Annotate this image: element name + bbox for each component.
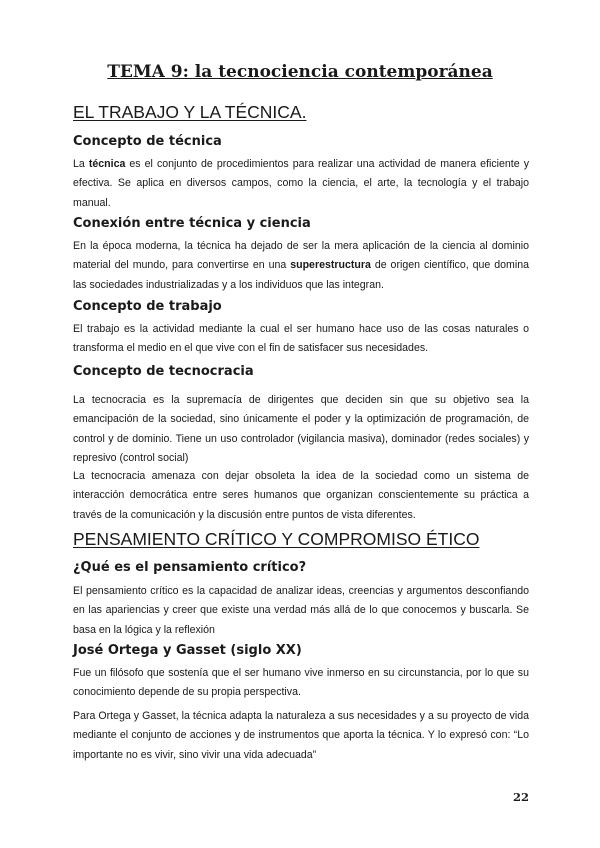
section-heading-trabajo-tecnica: EL TRABAJO Y LA TÉCNICA. — [73, 102, 307, 122]
paragraph-ortega-1: Fue un filósofo que sostenía que el ser humano vive inmerso en su circunstancia, por lo que su conocimiento depende de su propia perspectiva. — [73, 667, 529, 699]
page-number: 22 — [513, 790, 530, 804]
paragraph-concepto-tecnica: La técnica es el conjunto de procedimientos para realizar una actividad de manera eficiente y efectiva. Se aplica en diversos campos, como la ciencia, el arte, la tecnología y el trabajo manual. — [73, 158, 529, 209]
subheading-pensamiento-critico: ¿Qué es el pensamiento crítico? — [73, 560, 307, 575]
paragraph-ortega-2: Para Ortega y Gasset, la técnica adapta la naturaleza a sus necesidades y a su proyecto de vida mediante el conjunto de acciones y de instrumentos que aporta la técnica. Y lo expresó con: “Lo importante no es vivir, sino vivir una vida adecuada” — [73, 710, 529, 761]
subheading-concepto-trabajo: Concepto de trabajo — [73, 299, 222, 314]
paragraph-conexion: En la época moderna, la técnica ha dejado de ser la mera aplicación de la ciencia al dominio material del mundo, para convertirse en una superestructura de origen científico, que domina las sociedades industrializadas y a los individuos que las integran. — [73, 240, 529, 291]
paragraph-pensamiento-critico: El pensamiento crítico es la capacidad de analizar ideas, creencias y argumentos desconfiando en las apariencias y creer que existe una verdad más allá de lo que conocemos y buscarla. Se basa en la lógica y la reflexión — [73, 585, 529, 636]
document-title: TEMA 9: la tecnociencia contemporánea — [107, 62, 493, 82]
section-heading-pensamiento-critico: PENSAMIENTO CRÍTICO Y COMPROMISO ÉTICO — [73, 529, 480, 549]
subheading-concepto-tecnocracia: Concepto de tecnocracia — [73, 364, 254, 379]
paragraph-concepto-trabajo: El trabajo es la actividad mediante la cual el ser humano hace uso de las cosas naturales o transforma el medio en el que vive con el fin de satisfacer sus necesidades. — [73, 323, 529, 355]
subheading-conexion-tecnica-ciencia: Conexión entre técnica y ciencia — [73, 216, 311, 231]
subheading-ortega-gasset: José Ortega y Gasset (siglo XX) — [73, 643, 302, 658]
subheading-concepto-tecnica: Concepto de técnica — [73, 134, 222, 149]
paragraph-tecnocracia-2: La tecnocracia amenaza con dejar obsoleta la idea de la sociedad como un sistema de interacción democrática entre seres humanos que organizan conscientemente su práctica a través de la comunicación y la discusión entre puntos de vista diferentes. — [73, 470, 529, 521]
paragraph-tecnocracia-1: La tecnocracia es la supremacía de dirigentes que deciden sin que su objetivo sea la emancipación de la sociedad, sino únicamente el poder y la optimización de programación, de control y de dominio. Tiene un uso controlador (vigilancia masiva), dominador (redes sociales) y represivo (control social) — [73, 394, 529, 464]
